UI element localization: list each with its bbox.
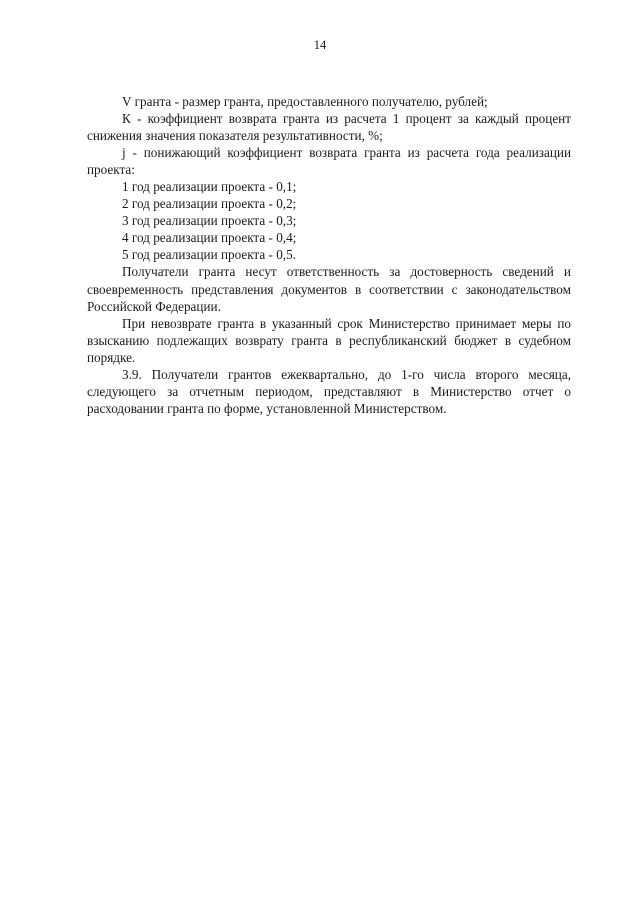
document-body — [87, 93, 571, 417]
list-item-year-2: 2 год реализации проекта - 0,2; — [122, 196, 297, 212]
paragraph-responsibility: Получатели гранта несут ответственность за достоверность сведений и своевременность представления документов в соответствии с законодательством Российской Федерации. — [87, 264, 571, 314]
paragraph-non-return: При невозврате гранта в указанный срок Министерство принимает меры по взысканию подлежащих возврату гранта в республиканский бюджет в судебном порядке. — [87, 315, 571, 365]
list-item-year-4: 4 год реализации проекта - 0,4; — [122, 230, 297, 246]
list-item-year-5: 5 год реализации проекта - 0,5. — [122, 247, 296, 263]
page-number: 14 — [313, 38, 327, 52]
paragraph-3-9-report: 3.9. Получатели грантов ежеквартально, до 1-го числа второго месяца, следующего за отчетным периодом, представляют в Министерство отчет о расходовании гранта по форме, установленной Министерством. — [87, 366, 571, 416]
list-item-year-3: 3 год реализации проекта - 0,3; — [122, 213, 297, 229]
paragraph-v-grant: V гранта - размер гранта, предоставленного получателю, рублей; — [122, 94, 488, 109]
paragraph-k-coefficient: К - коэффициент возврата гранта из расчета 1 процент за каждый процент снижения значения показателя результативности, %; — [87, 111, 571, 144]
list-item-year-1: 1 год реализации проекта - 0,1; — [122, 179, 297, 195]
paragraph-j-coefficient: j - понижающий коэффициент возврата гранта из расчета года реализации проекта: — [87, 145, 571, 178]
